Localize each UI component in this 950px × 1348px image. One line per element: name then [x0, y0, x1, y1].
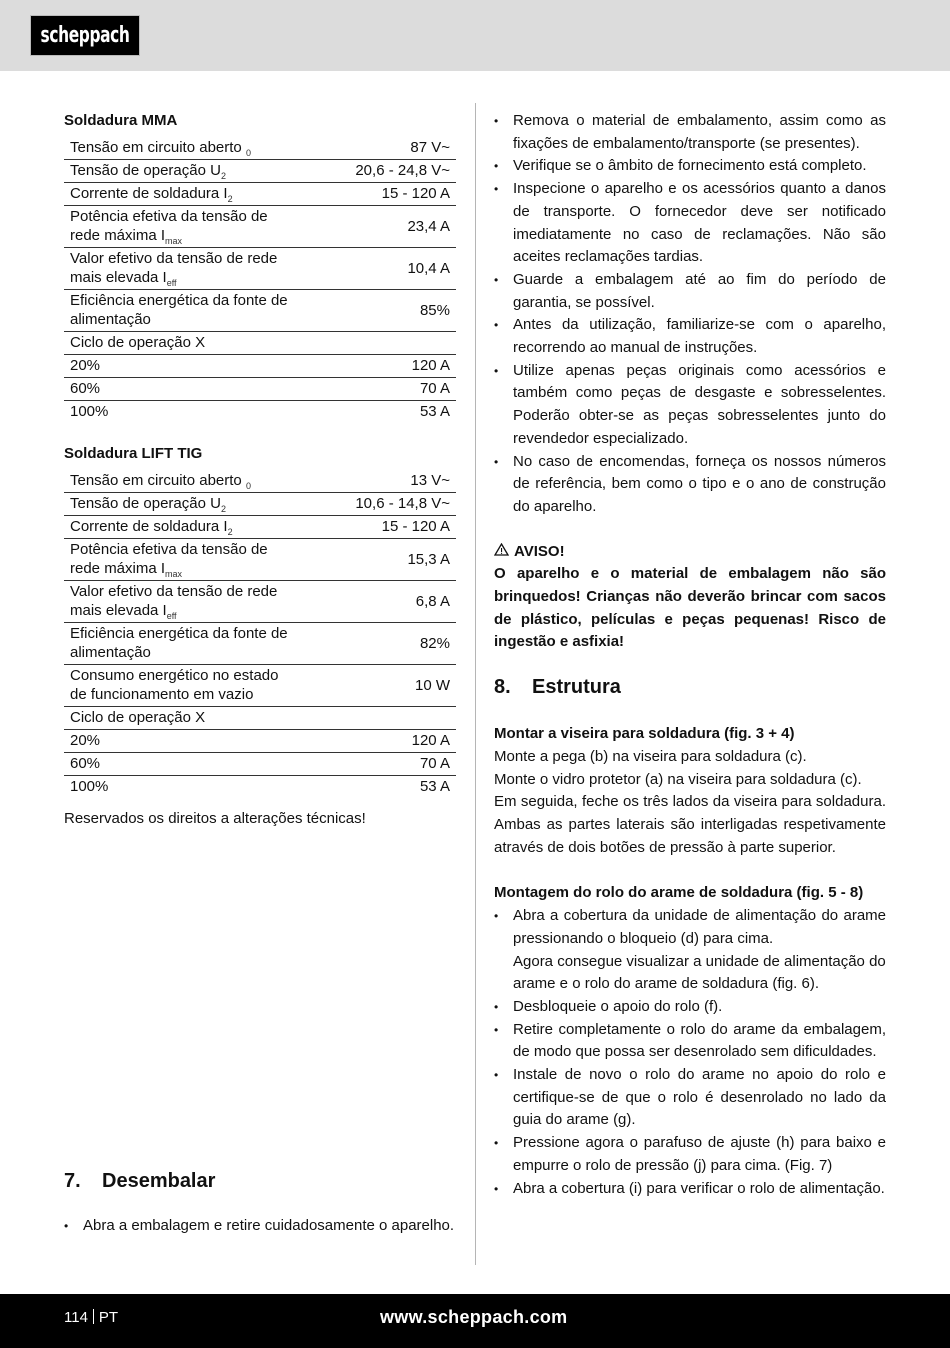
spec-row	[64, 378, 456, 401]
section-title: Desembalar	[102, 1170, 216, 1192]
technical-changes-note: Reservados os direitos a alterações técnicas!	[64, 810, 366, 827]
spec-value: 70 A	[419, 755, 450, 772]
spec-label: Tensão em circuito aberto $_0$	[70, 139, 251, 158]
section-number: 8.	[494, 676, 511, 699]
spec-label: 60%	[70, 755, 101, 772]
spec-value: 15 - 120 A	[381, 518, 450, 535]
spec-label: Potência efetiva da tensão de rede máxima $I_{max}$	[70, 541, 268, 579]
spec-value: 13 V~	[410, 472, 450, 489]
spec-value	[299, 332, 456, 355]
spec-row	[64, 401, 456, 424]
spec-value: 10,6 - 14,8 V~	[355, 495, 450, 512]
list-item: • Verifique se o âmbito de fornecimento está completo.	[494, 155, 886, 178]
spec-row	[64, 539, 456, 581]
spec-row	[64, 753, 456, 776]
page-number: 114	[64, 1309, 88, 1326]
spec-row	[64, 776, 456, 799]
spec-row	[64, 137, 456, 160]
list-item: • Instale de novo o rolo do arame no apoio do rolo e certifique-se de que o rolo é desenrolado no lado da guia do arame (g).	[494, 1064, 886, 1132]
spec-row	[64, 332, 456, 355]
list-item: • Guarde a embalagem até ao fim do período de garantia, se possível.	[494, 269, 886, 314]
spec-value: 87 V~	[410, 139, 450, 156]
warning-body: O aparelho e o material de embalagem não são brinquedos! Crianças não deverão brincar com sacos de plástico, películas e peças pequenas! Risco de ingestão e asfixia!	[494, 565, 886, 651]
wire-roll-assembly	[494, 882, 886, 1200]
spec-label: Ciclo de operação X	[70, 334, 206, 351]
subsection-title: Montagem do rolo do arame de soldadura (fig. 5 - 8)	[494, 884, 864, 902]
spec-value: 23,4 A	[407, 217, 450, 235]
unpack-list-continued	[494, 110, 886, 519]
spec-subscript: 0	[245, 148, 251, 158]
tig-spec-table	[64, 470, 456, 798]
column-divider	[475, 103, 476, 1265]
list-item: • Utilize apenas peças originais como acessórios e também como peças de desgaste e sobresselentes. Poderão obter-se as peças sobresselentes junto do revendedor especializado.	[494, 360, 886, 451]
spec-value: 120 A	[411, 357, 450, 374]
spec-value: 20,6 - 24,8 V~	[355, 162, 450, 179]
tig-title: Soldadura LIFT TIG	[64, 445, 203, 462]
spec-row	[64, 516, 456, 539]
spec-label: 100%	[70, 778, 109, 795]
spec-value: 70 A	[419, 380, 450, 397]
spec-label: Valor efetivo da tensão de rede mais elevada $I_{eff}$	[70, 250, 278, 288]
spec-value: 15 - 120 A	[381, 185, 450, 202]
spec-value: 15,3 A	[407, 550, 450, 568]
spec-label: Tensão de operação $U_2$	[70, 495, 226, 514]
section-7	[64, 1170, 456, 1238]
warning-title: AVISO!	[514, 542, 565, 560]
spec-row	[64, 183, 456, 206]
spec-label: Eficiência energética da fonte de alimentação	[70, 292, 288, 328]
warning-triangle-icon	[494, 541, 509, 564]
spec-subscript: 0	[245, 481, 251, 491]
list-item: • Retire completamente o rolo do arame da embalagem, de modo que possa ser desenrolado sem dificuldades.	[494, 1019, 886, 1064]
spec-subscript: max	[165, 569, 183, 579]
spec-row	[64, 355, 456, 378]
spec-row	[64, 493, 456, 516]
spec-subscript: eff	[166, 278, 177, 288]
list-item-continuation: Agora consegue visualizar a unidade de alimentação do arame e o rolo do arame de soldadura (fig. 6).	[513, 952, 886, 993]
spec-label: 100%	[70, 403, 109, 420]
paragraph: Monte a pega (b) na viseira para soldadura (c).	[494, 747, 807, 765]
list-item: • Antes da utilização, familiarize-se com o aparelho, recorrendo ao manual de instruções.	[494, 314, 886, 359]
page-footer	[0, 1294, 950, 1348]
spec-subscript: max	[165, 236, 183, 246]
spec-row	[64, 470, 456, 493]
wire-roll-steps	[494, 905, 886, 1200]
unpack-list	[64, 1215, 456, 1238]
spec-subscript: 2	[227, 194, 233, 204]
section-8-heading	[494, 676, 886, 699]
section-7-heading	[64, 1170, 456, 1193]
list-item: • Abra a cobertura (i) para verificar o rolo de alimentação.	[494, 1178, 886, 1201]
spec-row	[64, 160, 456, 183]
list-item: • Inspecione o aparelho e os acessórios quanto a danos de transporte. O fornecedor deve ser notificado imediatamente no caso de reclamações. Não são aceites reclamações tardias.	[494, 178, 886, 269]
spec-label: 20%	[70, 357, 101, 374]
list-item: • Pressione agora o parafuso de ajuste (h) para baixo e empurre o rolo de pressão (j) para cima. (Fig. 7)	[494, 1132, 886, 1177]
website-url[interactable]: www.scheppach.com	[380, 1307, 568, 1327]
spec-value: 10 W	[414, 676, 450, 694]
list-item: • Abra a cobertura da unidade de alimentação do arame pressionando o bloqueio (d) para cima. Agora consegue visualizar a unidade de alimentação do arame e o rolo do arame de soldadura (fig. 6).	[494, 905, 886, 996]
spec-label: 60%	[70, 380, 101, 397]
spec-row	[64, 623, 456, 665]
page-header	[0, 0, 950, 71]
spec-label: Eficiência energética da fonte de alimentação	[70, 625, 288, 661]
subsection-title: Montar a viseira para soldadura (fig. 3 + 4)	[494, 725, 795, 743]
section-title: Estrutura	[532, 676, 621, 699]
spec-label: 20%	[70, 732, 101, 749]
list-item: • Abra a embalagem e retire cuidadosamente o aparelho.	[64, 1215, 456, 1238]
left-column	[64, 110, 456, 1234]
spec-row	[64, 707, 456, 730]
spec-subscript: 2	[220, 504, 226, 514]
spec-row	[64, 665, 456, 707]
spec-subscript: 2	[227, 527, 233, 537]
right-column	[494, 110, 886, 1200]
warning-box	[494, 541, 886, 655]
page-info	[64, 1309, 118, 1326]
visor-assembly	[494, 723, 886, 859]
warning-title-row	[494, 541, 886, 564]
spec-label: Corrente de soldadura $I_2$	[70, 185, 233, 204]
spec-value: 82%	[419, 634, 450, 652]
paragraph: Monte o vidro protetor (a) na viseira para soldadura (c).	[494, 770, 862, 788]
spec-row	[64, 206, 456, 248]
spec-row	[64, 290, 456, 332]
mma-spec-table	[64, 137, 456, 423]
spec-value: 6,8 A	[415, 592, 450, 610]
spec-label: Consumo energético no estado de funcionamento em vazio	[70, 667, 279, 703]
spec-label: Tensão em circuito aberto $_0$	[70, 472, 251, 491]
spec-label: Valor efetivo da tensão de rede mais elevada $I_{eff}$	[70, 583, 278, 621]
mma-title: Soldadura MMA	[64, 112, 178, 129]
spec-value: 53 A	[419, 403, 450, 420]
spec-label: Corrente de soldadura $I_2$	[70, 518, 233, 537]
spec-value	[299, 707, 456, 730]
spec-row	[64, 248, 456, 290]
spec-row	[64, 730, 456, 753]
paragraph: Em seguida, feche os três lados da viseira para soldadura. Ambas as partes laterais são interligadas respetivamente através de dois botões de pressão à parte superior.	[494, 793, 886, 856]
spec-label: Potência efetiva da tensão de rede máxima $I_{max}$	[70, 208, 268, 246]
separator	[93, 1309, 94, 1324]
list-item: • Desbloqueie o apoio do rolo (f).	[494, 996, 886, 1019]
spec-row	[64, 581, 456, 623]
list-item: • No caso de encomendas, forneça os nossos números de referência, bem como o tipo e o ano de construção do aparelho.	[494, 451, 886, 519]
spec-value: 120 A	[411, 732, 450, 749]
spec-value: 53 A	[419, 778, 450, 795]
spec-label: Tensão de operação $U_2$	[70, 162, 226, 181]
list-item: • Remova o material de embalamento, assim como as fixações de embalamento/transporte (se presentes).	[494, 110, 886, 155]
section-number: 7.	[64, 1170, 81, 1192]
spec-value: 85%	[419, 301, 450, 319]
scheppach-logo: scheppach	[30, 15, 140, 56]
spec-subscript: 2	[220, 171, 226, 181]
spec-subscript: eff	[166, 611, 177, 621]
spec-value: 10,4 A	[407, 259, 450, 277]
spec-label: Ciclo de operação X	[70, 709, 206, 726]
language-code: PT	[98, 1309, 119, 1326]
